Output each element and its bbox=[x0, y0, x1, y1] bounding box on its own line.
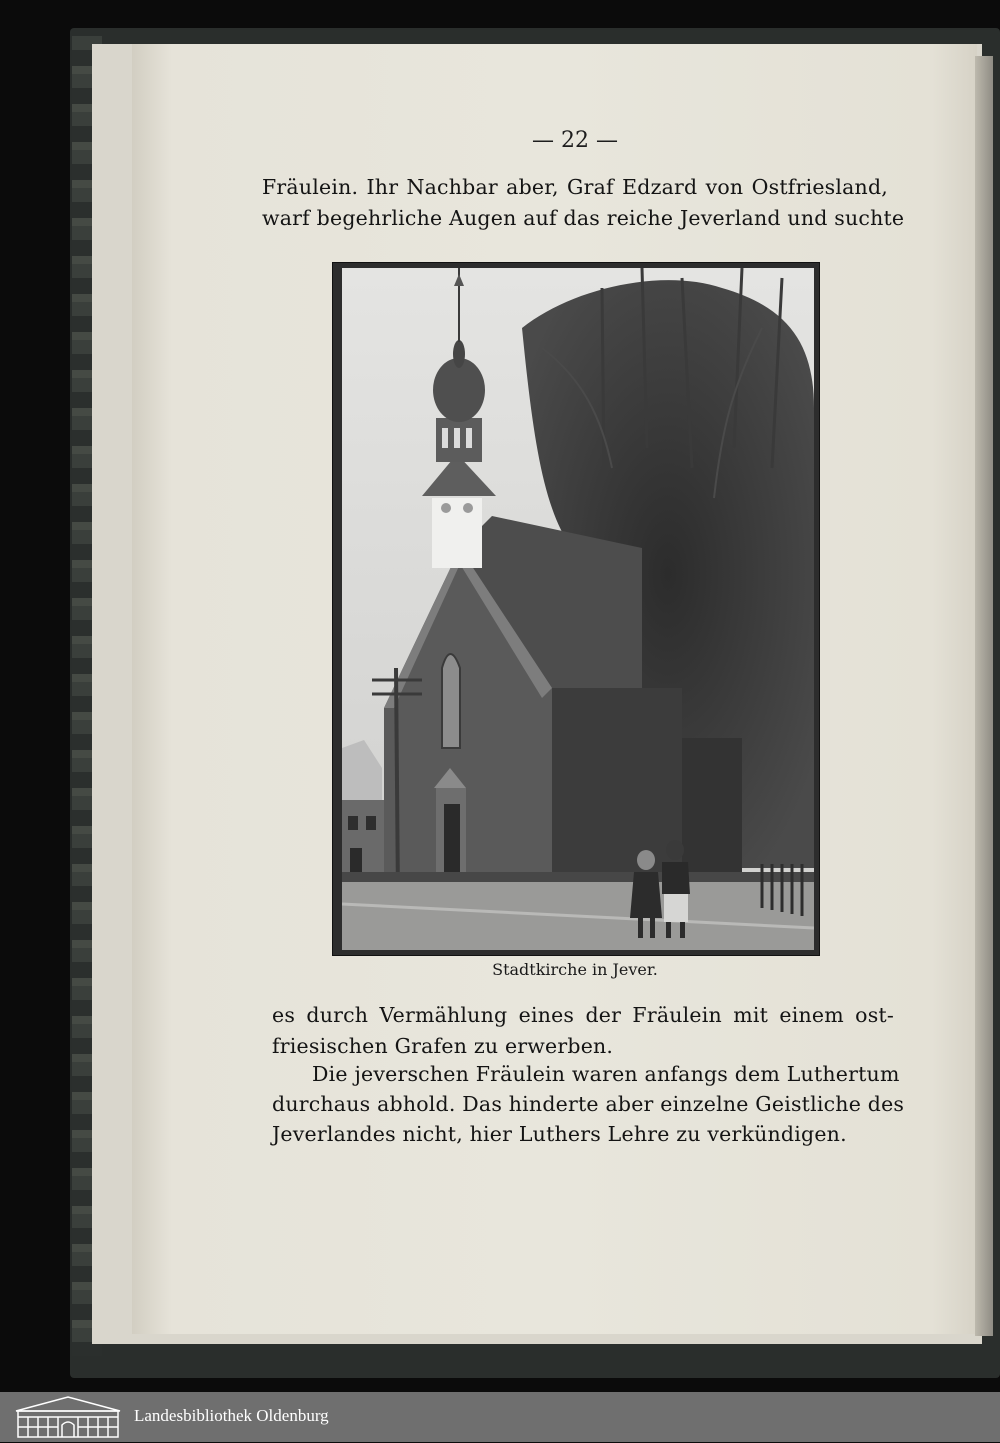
church-photo bbox=[342, 268, 814, 950]
text-line-4: friesischen Grafen zu erwerben. bbox=[272, 1034, 614, 1058]
photo-caption: Stadtkirche in Jever. bbox=[492, 960, 658, 979]
text-line-2: warf begehrliche Augen auf das reiche Jeverland und suchte bbox=[262, 206, 905, 230]
text-line-3: es durch Vermählung eines der Fräulein mit einem ost- bbox=[272, 1003, 894, 1027]
library-name: Landesbibliothek Oldenburg bbox=[134, 1406, 329, 1425]
text-line-1: Fräulein. Ihr Nachbar aber, Graf Edzard von Ostfriesland, bbox=[262, 175, 888, 199]
page-number: — 22 — bbox=[532, 128, 618, 153]
text-line-5: Die jeverschen Fräulein waren anfangs dem Luthertum bbox=[312, 1062, 900, 1086]
page-gutter-shadow bbox=[975, 56, 993, 1336]
text-line-7: Jeverlandes nicht, hier Luthers Lehre zu verkündigen. bbox=[272, 1122, 847, 1146]
library-building-icon bbox=[14, 1395, 122, 1439]
text-line-6: durchaus abhold. Das hinderte aber einzelne Geistliche des bbox=[272, 1092, 905, 1116]
footer-bar bbox=[0, 1392, 1000, 1442]
